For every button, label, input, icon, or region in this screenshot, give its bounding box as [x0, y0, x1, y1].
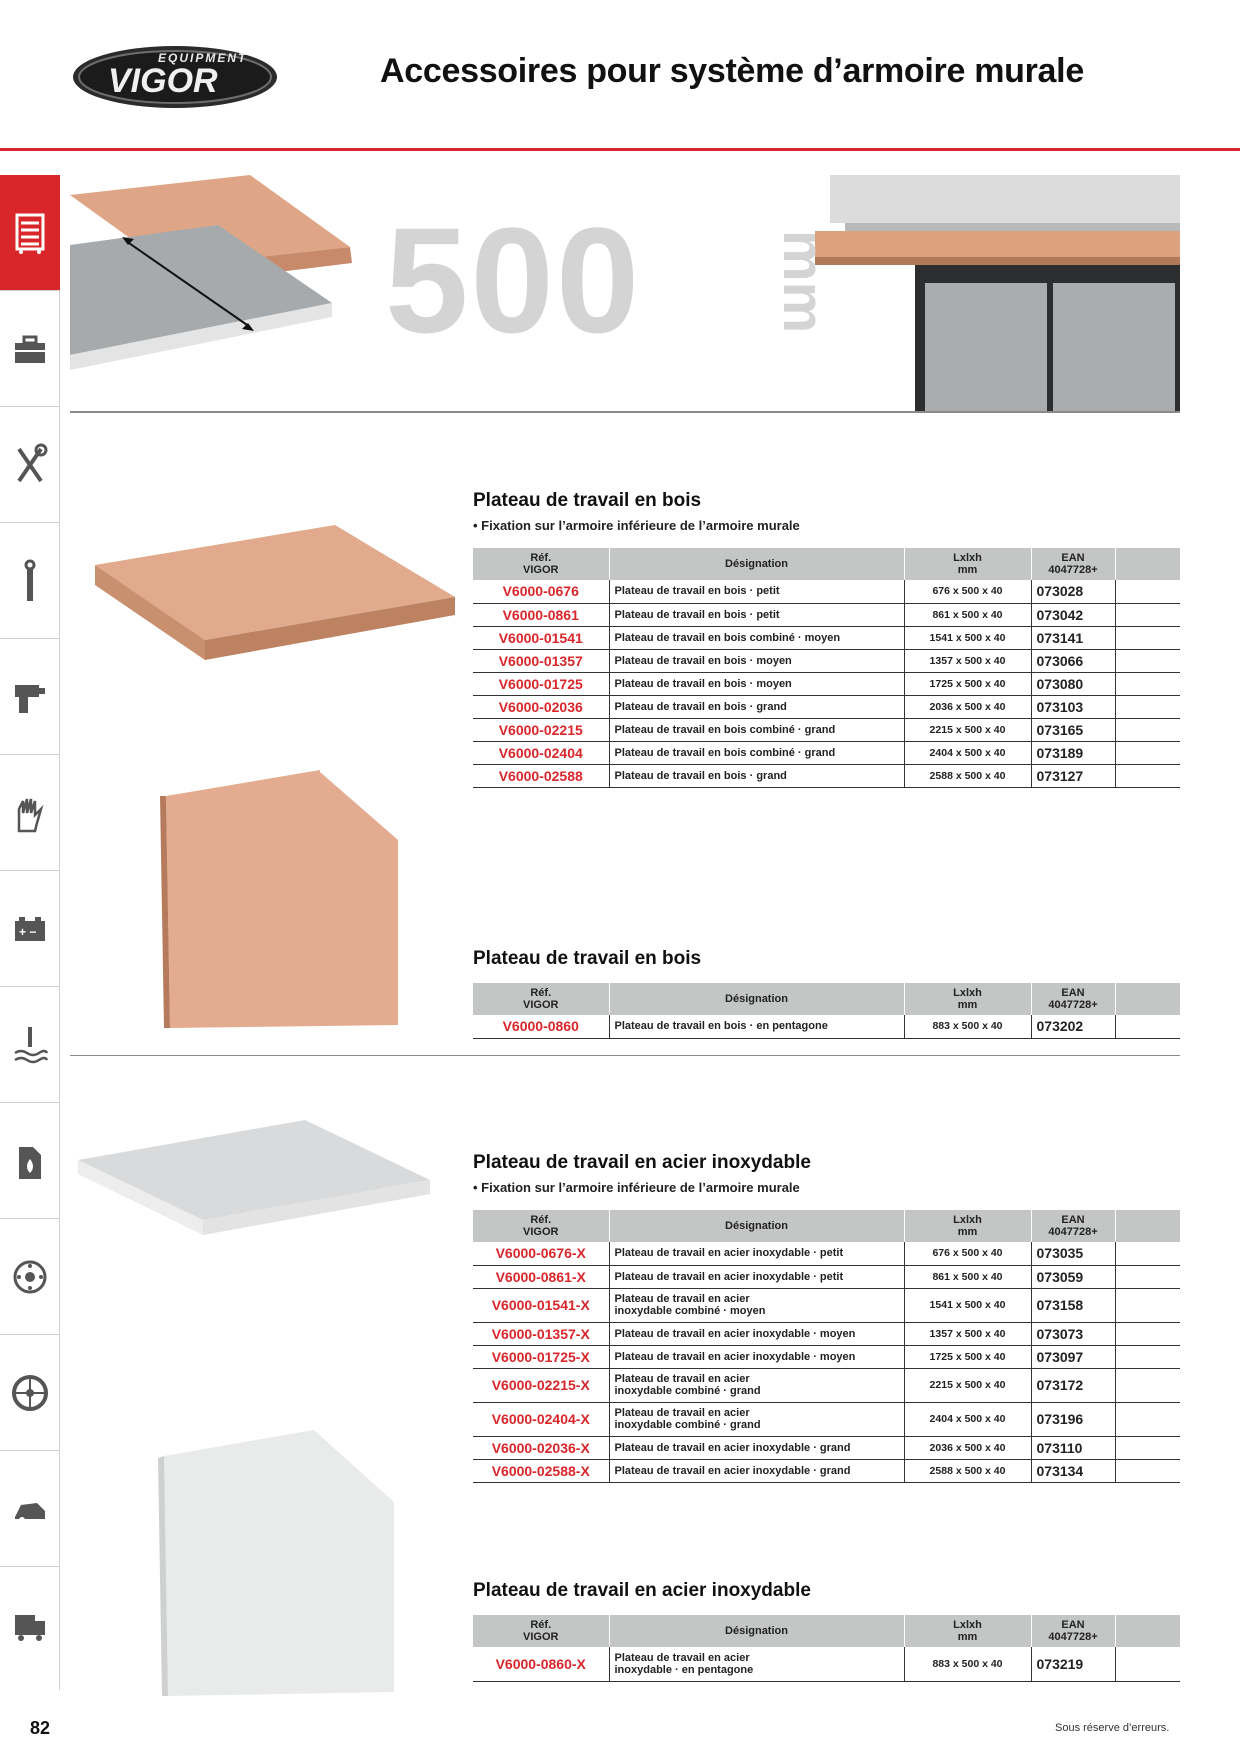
- header-dimensions: Lxlxh mm: [904, 1210, 1031, 1242]
- sidebar-item-tools[interactable]: [0, 407, 60, 523]
- table-row: V6000-02215 Plateau de travail en bois combiné · grand 2215 x 500 x 40 073165: [473, 718, 1180, 741]
- table-row: V6000-0860 Plateau de travail en bois · en pentagone 883 x 500 x 40 073202: [473, 1015, 1180, 1038]
- section-title-wood-pentagon: Plateau de travail en bois: [473, 948, 702, 969]
- product-table-steel: [473, 1210, 1180, 1483]
- impact-gun-icon: [11, 675, 49, 719]
- tools-icon: [11, 443, 49, 487]
- product-table-steel-pentagon: [473, 1615, 1180, 1682]
- table-row: V6000-01357 Plateau de travail en bois · moyen 1357 x 500 x 40 073066: [473, 649, 1180, 672]
- sidebar-item-oil-can[interactable]: [0, 1103, 60, 1219]
- svg-text:EQUIPMENT: EQUIPMENT: [158, 51, 248, 65]
- header-ean: EAN 4047728+: [1031, 548, 1115, 580]
- table-row: V6000-02404-X Plateau de travail en acier inoxydable combiné · grand 2404 x 500 x 40 073196: [473, 1402, 1180, 1436]
- brake-disc-icon: [11, 1255, 49, 1299]
- cabinet-icon: [11, 211, 49, 255]
- table-row: V6000-01725-X Plateau de travail en acier inoxydable · moyen 1725 x 500 x 40 073097: [473, 1345, 1180, 1368]
- sidebar-item-toolbox[interactable]: [0, 291, 60, 407]
- sidebar-item-truck[interactable]: [0, 1567, 60, 1683]
- oil-can-icon: [11, 1139, 49, 1183]
- table-row: V6000-01541 Plateau de travail en bois combiné · moyen 1541 x 500 x 40 073141: [473, 626, 1180, 649]
- page-number: 82: [30, 1718, 51, 1738]
- header-ref: Réf. VIGOR: [473, 1615, 609, 1647]
- header-ean: EAN 4047728+: [1031, 983, 1115, 1015]
- vigor-logo: [70, 40, 280, 110]
- header-dimensions: Lxlxh mm: [904, 548, 1031, 580]
- table-row: V6000-01725 Plateau de travail en bois · moyen 1725 x 500 x 40 073080: [473, 672, 1180, 695]
- sidebar-item-gloves[interactable]: [0, 755, 60, 871]
- header-ref: Réf. VIGOR: [473, 548, 609, 580]
- header-divider: [0, 148, 1240, 151]
- wood-worktop-image: [85, 515, 465, 665]
- hero-divider: [70, 411, 1180, 413]
- table-row: V6000-0861-X Plateau de travail en acier inoxydable · petit 861 x 500 x 40 073059: [473, 1265, 1180, 1288]
- table-row: V6000-0676-X Plateau de travail en acier inoxydable · petit 676 x 500 x 40 073035: [473, 1242, 1180, 1265]
- table-row: V6000-02588-X Plateau de travail en acier inoxydable · grand 2588 x 500 x 40 073134: [473, 1459, 1180, 1482]
- section-note-wood: • Fixation sur l’armoire inférieure de l’armoire murale: [473, 518, 800, 533]
- sidebar-item-coolant[interactable]: [0, 987, 60, 1103]
- sidebar-item-wheel[interactable]: [0, 1335, 60, 1451]
- table-row: V6000-02404 Plateau de travail en bois combiné · grand 2404 x 500 x 40 073189: [473, 741, 1180, 764]
- product-table-wood-pentagon: [473, 983, 1180, 1039]
- truck-icon: [11, 1603, 49, 1647]
- sidebar-item-brake-disc[interactable]: [0, 1219, 60, 1335]
- header-ref: Réf. VIGOR: [473, 983, 609, 1015]
- section-title-wood: Plateau de travail en bois: [473, 490, 702, 511]
- header-ean: EAN 4047728+: [1031, 1615, 1115, 1647]
- section-note-steel: • Fixation sur l’armoire inférieure de l’armoire murale: [473, 1180, 800, 1195]
- table-row: V6000-0861 Plateau de travail en bois · petit 861 x 500 x 40 073042: [473, 603, 1180, 626]
- car-door-icon: [11, 1487, 49, 1531]
- svg-text:VIGOR: VIGOR: [108, 62, 218, 100]
- steel-pentagon-worktop-image: [158, 1430, 398, 1700]
- wheel-icon: [11, 1371, 49, 1415]
- table-row: V6000-02036 Plateau de travail en bois · grand 2036 x 500 x 40 073103: [473, 695, 1180, 718]
- section-title-steel: Plateau de travail en acier inoxydable: [473, 1152, 811, 1173]
- table-row: V6000-0676 Plateau de travail en bois · petit 676 x 500 x 40 073028: [473, 580, 1180, 603]
- header-ean: EAN 4047728+: [1031, 1210, 1115, 1242]
- wood-pentagon-worktop-image: [160, 770, 400, 1030]
- table-row: V6000-02215-X Plateau de travail en acier inoxydable combiné · grand 2215 x 500 x 40 073172: [473, 1368, 1180, 1402]
- header-designation: Désignation: [609, 1615, 904, 1647]
- page-header: [0, 0, 1240, 150]
- hero-size-text: 500: [385, 196, 642, 364]
- page-title: Accessoires pour système d’armoire murale: [380, 52, 1084, 90]
- section-title-steel-pentagon: Plateau de travail en acier inoxydable: [473, 1580, 811, 1601]
- sidebar-item-torque-wrench[interactable]: [0, 523, 60, 639]
- sidebar-item-cabinet[interactable]: [0, 175, 60, 291]
- header-dimensions: Lxlxh mm: [904, 1615, 1031, 1647]
- table-row: V6000-01357-X Plateau de travail en acier inoxydable · moyen 1357 x 500 x 40 073073: [473, 1322, 1180, 1345]
- table-row: V6000-01541-X Plateau de travail en acier inoxydable combiné · moyen 1541 x 500 x 40 073158: [473, 1288, 1180, 1322]
- sidebar-item-car-door[interactable]: [0, 1451, 60, 1567]
- header-designation: Désignation: [609, 548, 904, 580]
- hero-unit-text: mm: [771, 230, 836, 334]
- table-row: V6000-0860-X Plateau de travail en acier inoxydable · en pentagone 883 x 500 x 40 073219: [473, 1647, 1180, 1681]
- toolbox-icon: [11, 327, 49, 371]
- section-divider: [70, 1055, 1180, 1056]
- footer-note: Sous réserve d’erreurs.: [1055, 1722, 1170, 1734]
- coolant-icon: [11, 1023, 49, 1067]
- header-dimensions: Lxlxh mm: [904, 983, 1031, 1015]
- table-row: V6000-02036-X Plateau de travail en acier inoxydable · grand 2036 x 500 x 40 073110: [473, 1436, 1180, 1459]
- steel-worktop-image: [75, 1110, 455, 1240]
- category-sidebar: [0, 175, 60, 1690]
- header-designation: Désignation: [609, 983, 904, 1015]
- header-ref: Réf. VIGOR: [473, 1210, 609, 1242]
- sidebar-item-impact-gun[interactable]: [0, 639, 60, 755]
- gloves-icon: [11, 791, 49, 835]
- sidebar-item-battery[interactable]: [0, 871, 60, 987]
- torque-wrench-icon: [11, 559, 49, 603]
- product-table-wood: [473, 548, 1180, 788]
- table-row: V6000-02588 Plateau de travail en bois · grand 2588 x 500 x 40 073127: [473, 764, 1180, 787]
- svg-text:+ −: + −: [19, 924, 37, 939]
- header-designation: Désignation: [609, 1210, 904, 1242]
- battery-icon: [11, 907, 49, 951]
